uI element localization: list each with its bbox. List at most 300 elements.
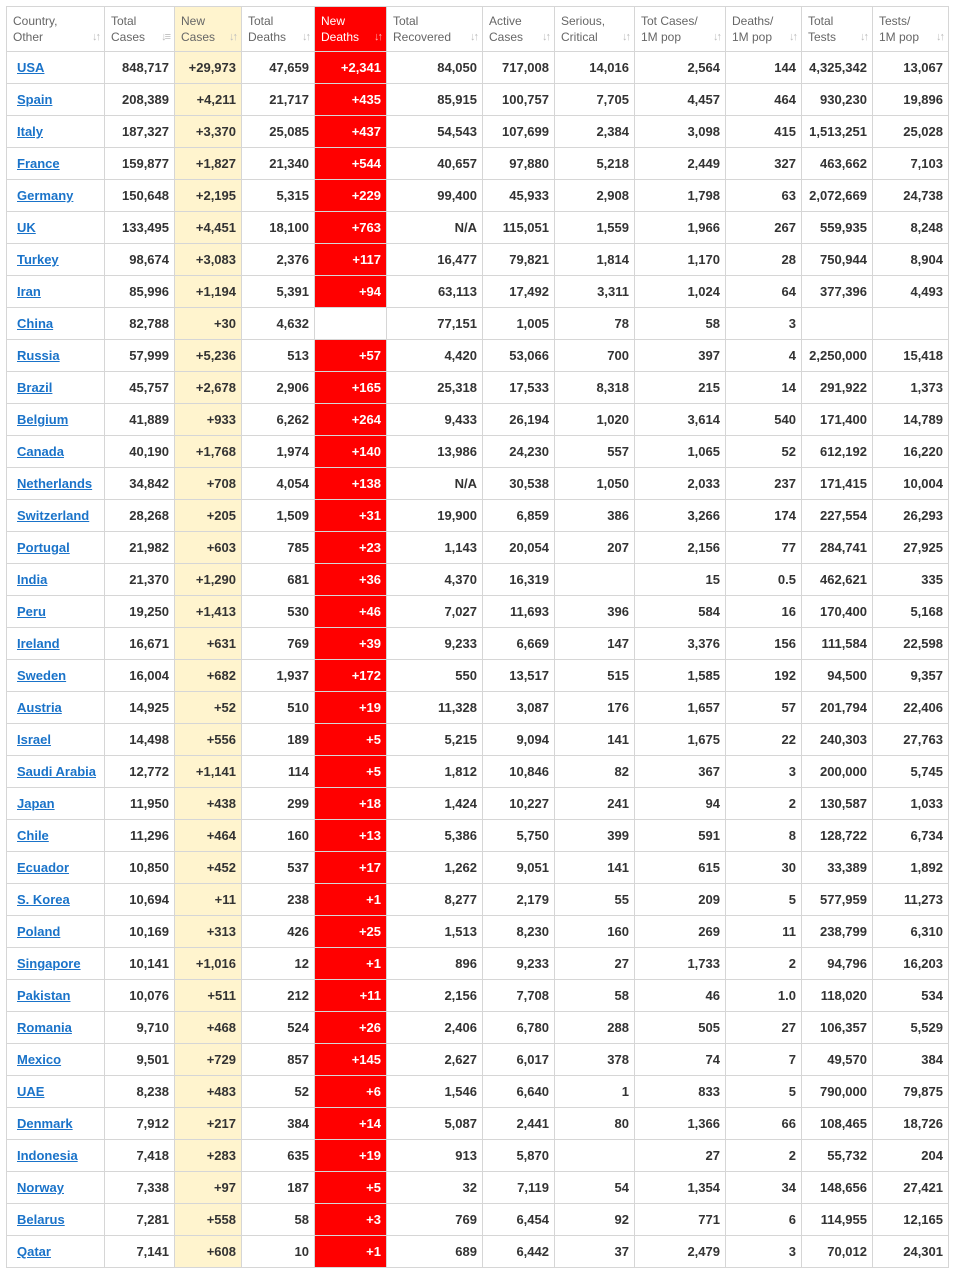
country-link[interactable]: Qatar	[17, 1244, 51, 1259]
cell-new-deaths: +18	[315, 788, 387, 820]
table-row	[7, 372, 949, 404]
table-row	[7, 308, 949, 340]
cell-tot-cases-1m: 2,033	[635, 468, 726, 500]
cell-total-tests: 170,400	[802, 596, 873, 628]
country-link[interactable]: Russia	[17, 348, 60, 363]
cell-total-deaths: 1,509	[242, 500, 315, 532]
cell-total-recovered: N/A	[387, 212, 483, 244]
country-link[interactable]: Singapore	[17, 956, 81, 971]
cell-total-tests: 49,570	[802, 1044, 873, 1076]
cell-new-deaths: +6	[315, 1076, 387, 1108]
table-row	[7, 1172, 949, 1204]
cell-total-tests: 128,722	[802, 820, 873, 852]
sort-both-icon[interactable]: ↓↑	[229, 31, 236, 43]
country-link[interactable]: Iran	[17, 284, 41, 299]
country-link[interactable]: Mexico	[17, 1052, 62, 1067]
column-header-total-cases[interactable]	[105, 7, 175, 52]
column-header-tests-1m[interactable]	[873, 7, 949, 52]
cell-new-deaths: +3	[315, 1204, 387, 1236]
cell-tests-1m: 8,904	[873, 244, 949, 276]
cell-country	[7, 404, 105, 436]
cell-tot-cases-1m: 2,156	[635, 532, 726, 564]
table-row	[7, 884, 949, 916]
cell-active-cases: 10,846	[483, 756, 555, 788]
cell-total-cases: 82,788	[105, 308, 175, 340]
cell-serious-critical	[555, 564, 635, 596]
cell-active-cases: 9,051	[483, 852, 555, 884]
cell-country	[7, 1044, 105, 1076]
cell-new-cases: +708	[175, 468, 242, 500]
cell-country	[7, 180, 105, 212]
cell-new-cases: +4,211	[175, 84, 242, 116]
cell-country	[7, 628, 105, 660]
sort-both-icon[interactable]: ↓↑	[860, 31, 867, 43]
country-link[interactable]: Netherlands	[17, 476, 93, 491]
country-link[interactable]: Austria	[17, 700, 62, 715]
cell-total-deaths: 769	[242, 628, 315, 660]
sort-both-icon[interactable]: ↓↑	[374, 31, 381, 43]
cell-serious-critical: 5,218	[555, 148, 635, 180]
cell-total-deaths: 4,054	[242, 468, 315, 500]
cell-new-deaths: +145	[315, 1044, 387, 1076]
cell-total-recovered: 689	[387, 1236, 483, 1268]
cell-serious-critical: 1	[555, 1076, 635, 1108]
cell-total-recovered: 2,156	[387, 980, 483, 1012]
cell-deaths-1m: 4	[726, 340, 802, 372]
cell-new-cases: +1,290	[175, 564, 242, 596]
cell-tot-cases-1m: 771	[635, 1204, 726, 1236]
cell-total-deaths: 537	[242, 852, 315, 884]
cell-country	[7, 212, 105, 244]
cell-deaths-1m: 5	[726, 1076, 802, 1108]
column-header-new-deaths[interactable]	[315, 7, 387, 52]
country-link[interactable]: Italy	[17, 124, 44, 139]
cell-active-cases: 30,538	[483, 468, 555, 500]
cell-total-tests: 148,656	[802, 1172, 873, 1204]
table-row	[7, 500, 949, 532]
cell-new-deaths: +165	[315, 372, 387, 404]
cell-total-recovered: 11,328	[387, 692, 483, 724]
country-link[interactable]: Germany	[17, 188, 74, 203]
column-header-total-recovered[interactable]	[387, 7, 483, 52]
cell-total-deaths: 21,340	[242, 148, 315, 180]
cell-active-cases: 8,230	[483, 916, 555, 948]
cell-deaths-1m: 144	[726, 52, 802, 84]
cell-tests-1m: 27,763	[873, 724, 949, 756]
cell-total-tests: 171,400	[802, 404, 873, 436]
cell-active-cases: 17,533	[483, 372, 555, 404]
cell-tests-1m	[873, 308, 949, 340]
table-row	[7, 596, 949, 628]
cell-total-deaths: 58	[242, 1204, 315, 1236]
cell-total-deaths: 299	[242, 788, 315, 820]
cell-new-deaths: +23	[315, 532, 387, 564]
country-link[interactable]: Denmark	[17, 1116, 73, 1131]
cell-new-cases: +558	[175, 1204, 242, 1236]
cell-new-deaths: +1	[315, 948, 387, 980]
cell-active-cases: 10,227	[483, 788, 555, 820]
table-row	[7, 532, 949, 564]
column-header-label: Tot Cases/	[641, 14, 698, 28]
cell-total-cases: 7,912	[105, 1108, 175, 1140]
cell-new-cases: +729	[175, 1044, 242, 1076]
cell-country	[7, 692, 105, 724]
cell-new-deaths: +13	[315, 820, 387, 852]
cell-serious-critical: 207	[555, 532, 635, 564]
column-header-tot-cases-1m[interactable]	[635, 7, 726, 52]
cell-total-tests: 2,072,669	[802, 180, 873, 212]
cell-total-deaths: 21,717	[242, 84, 315, 116]
covid-stats-table	[6, 6, 949, 1268]
sort-both-icon[interactable]: ↓↑	[713, 31, 720, 43]
table-row	[7, 724, 949, 756]
cell-total-cases: 98,674	[105, 244, 175, 276]
cell-tests-1m: 79,875	[873, 1076, 949, 1108]
cell-total-cases: 12,772	[105, 756, 175, 788]
header-row	[7, 7, 949, 52]
cell-country	[7, 948, 105, 980]
table-row	[7, 84, 949, 116]
cell-deaths-1m: 27	[726, 1012, 802, 1044]
cell-total-deaths: 187	[242, 1172, 315, 1204]
column-header-total-deaths[interactable]	[242, 7, 315, 52]
cell-tot-cases-1m: 1,354	[635, 1172, 726, 1204]
cell-total-recovered: N/A	[387, 468, 483, 500]
country-link[interactable]: China	[17, 316, 54, 331]
cell-deaths-1m: 64	[726, 276, 802, 308]
country-link[interactable]: Ecuador	[17, 860, 70, 875]
cell-active-cases: 107,699	[483, 116, 555, 148]
country-link[interactable]: Poland	[17, 924, 61, 939]
cell-serious-critical: 80	[555, 1108, 635, 1140]
cell-new-cases: +30	[175, 308, 242, 340]
country-link[interactable]: India	[17, 572, 48, 587]
cell-total-deaths: 114	[242, 756, 315, 788]
cell-deaths-1m: 464	[726, 84, 802, 116]
cell-tot-cases-1m: 1,798	[635, 180, 726, 212]
cell-new-deaths: +19	[315, 1140, 387, 1172]
cell-tot-cases-1m: 27	[635, 1140, 726, 1172]
cell-total-tests: 790,000	[802, 1076, 873, 1108]
table-row	[7, 116, 949, 148]
cell-serious-critical: 141	[555, 852, 635, 884]
cell-total-deaths: 857	[242, 1044, 315, 1076]
cell-total-cases: 11,950	[105, 788, 175, 820]
cell-tests-1m: 15,418	[873, 340, 949, 372]
sort-both-icon[interactable]: ↓↑	[789, 31, 796, 43]
country-link[interactable]: Japan	[17, 796, 55, 811]
cell-total-deaths: 10	[242, 1236, 315, 1268]
cell-total-tests: 55,732	[802, 1140, 873, 1172]
country-link[interactable]: Spain	[17, 92, 53, 107]
country-link[interactable]: Portugal	[17, 540, 70, 555]
column-header-label: Deaths/	[732, 14, 774, 28]
country-link[interactable]: Belgium	[17, 412, 69, 427]
cell-tot-cases-1m: 591	[635, 820, 726, 852]
cell-total-cases: 9,501	[105, 1044, 175, 1076]
country-link[interactable]: Romania	[17, 1020, 72, 1035]
cell-total-tests	[802, 308, 873, 340]
cell-tot-cases-1m: 1,585	[635, 660, 726, 692]
cell-total-recovered: 913	[387, 1140, 483, 1172]
cell-tot-cases-1m: 4,457	[635, 84, 726, 116]
cell-tot-cases-1m: 1,675	[635, 724, 726, 756]
cell-active-cases: 9,233	[483, 948, 555, 980]
cell-total-deaths: 5,315	[242, 180, 315, 212]
column-header-label: New	[181, 14, 206, 28]
cell-serious-critical: 700	[555, 340, 635, 372]
country-link[interactable]: Israel	[17, 732, 51, 747]
cell-country	[7, 500, 105, 532]
cell-total-deaths: 513	[242, 340, 315, 372]
cell-deaths-1m: 6	[726, 1204, 802, 1236]
country-link[interactable]: UK	[17, 220, 36, 235]
cell-total-recovered: 5,087	[387, 1108, 483, 1140]
column-header-label: Tests	[808, 30, 837, 44]
cell-active-cases: 1,005	[483, 308, 555, 340]
cell-country	[7, 116, 105, 148]
cell-tot-cases-1m: 1,024	[635, 276, 726, 308]
cell-country	[7, 1012, 105, 1044]
cell-total-tests: 200,000	[802, 756, 873, 788]
cell-total-cases: 150,648	[105, 180, 175, 212]
cell-deaths-1m: 8	[726, 820, 802, 852]
cell-country	[7, 596, 105, 628]
country-link[interactable]: Saudi Arabia	[17, 764, 96, 779]
cell-total-cases: 57,999	[105, 340, 175, 372]
cell-serious-critical: 1,050	[555, 468, 635, 500]
cell-serious-critical: 55	[555, 884, 635, 916]
country-link[interactable]: Indonesia	[17, 1148, 78, 1163]
cell-deaths-1m: 327	[726, 148, 802, 180]
cell-new-deaths: +229	[315, 180, 387, 212]
cell-tests-1m: 1,033	[873, 788, 949, 820]
country-link[interactable]: Turkey	[17, 252, 59, 267]
cell-tot-cases-1m: 2,449	[635, 148, 726, 180]
cell-deaths-1m: 34	[726, 1172, 802, 1204]
cell-new-cases: +1,827	[175, 148, 242, 180]
country-link[interactable]: Pakistan	[17, 988, 71, 1003]
country-link[interactable]: S. Korea	[17, 892, 70, 907]
cell-active-cases: 100,757	[483, 84, 555, 116]
cell-new-cases: +933	[175, 404, 242, 436]
cell-new-deaths	[315, 308, 387, 340]
cell-new-deaths: +17	[315, 852, 387, 884]
cell-total-recovered: 85,915	[387, 84, 483, 116]
cell-total-deaths: 12	[242, 948, 315, 980]
cell-new-cases: +97	[175, 1172, 242, 1204]
cell-new-deaths: +437	[315, 116, 387, 148]
cell-tot-cases-1m: 615	[635, 852, 726, 884]
cell-serious-critical: 78	[555, 308, 635, 340]
cell-deaths-1m: 174	[726, 500, 802, 532]
sort-both-icon[interactable]: ↓↑	[622, 31, 629, 43]
cell-total-deaths: 384	[242, 1108, 315, 1140]
cell-total-tests: 130,587	[802, 788, 873, 820]
cell-serious-critical: 160	[555, 916, 635, 948]
cell-total-cases: 10,141	[105, 948, 175, 980]
table-body	[7, 52, 949, 1268]
country-link[interactable]: Ireland	[17, 636, 60, 651]
table-row	[7, 468, 949, 500]
table-row	[7, 948, 949, 980]
cell-serious-critical: 2,384	[555, 116, 635, 148]
table-row	[7, 1204, 949, 1236]
cell-serious-critical: 2,908	[555, 180, 635, 212]
sort-both-icon[interactable]: ↓↑	[92, 31, 99, 43]
table-row	[7, 1108, 949, 1140]
cell-total-tests: 33,389	[802, 852, 873, 884]
cell-tot-cases-1m: 1,657	[635, 692, 726, 724]
cell-total-recovered: 2,406	[387, 1012, 483, 1044]
cell-total-deaths: 1,937	[242, 660, 315, 692]
country-link[interactable]: Sweden	[17, 668, 67, 683]
cell-active-cases: 717,008	[483, 52, 555, 84]
country-link[interactable]: Belarus	[17, 1212, 65, 1227]
table-row	[7, 660, 949, 692]
cell-active-cases: 11,693	[483, 596, 555, 628]
cell-total-recovered: 5,386	[387, 820, 483, 852]
column-header-label: Active	[489, 14, 522, 28]
cell-active-cases: 2,179	[483, 884, 555, 916]
cell-tests-1m: 13,067	[873, 52, 949, 84]
cell-deaths-1m: 7	[726, 1044, 802, 1076]
cell-active-cases: 17,492	[483, 276, 555, 308]
cell-deaths-1m: 267	[726, 212, 802, 244]
cell-serious-critical: 396	[555, 596, 635, 628]
cell-tot-cases-1m: 505	[635, 1012, 726, 1044]
cell-tot-cases-1m: 584	[635, 596, 726, 628]
cell-deaths-1m: 237	[726, 468, 802, 500]
cell-new-cases: +3,083	[175, 244, 242, 276]
cell-active-cases: 9,094	[483, 724, 555, 756]
cell-new-cases: +52	[175, 692, 242, 724]
country-link[interactable]: Switzerland	[17, 508, 90, 523]
cell-total-tests: 2,250,000	[802, 340, 873, 372]
cell-active-cases: 6,640	[483, 1076, 555, 1108]
cell-total-tests: 4,325,342	[802, 52, 873, 84]
country-link[interactable]: Norway	[17, 1180, 64, 1195]
cell-new-deaths: +138	[315, 468, 387, 500]
cell-new-cases: +603	[175, 532, 242, 564]
cell-total-deaths: 426	[242, 916, 315, 948]
cell-tot-cases-1m: 269	[635, 916, 726, 948]
country-link[interactable]: UAE	[17, 1084, 45, 1099]
sort-both-icon[interactable]: ↓↑	[542, 31, 549, 43]
cell-total-recovered: 896	[387, 948, 483, 980]
cell-new-cases: +483	[175, 1076, 242, 1108]
table-row	[7, 564, 949, 596]
column-header-label: 1M pop	[879, 30, 920, 44]
cell-total-tests: 930,230	[802, 84, 873, 116]
country-link[interactable]: USA	[17, 60, 45, 75]
country-link[interactable]: France	[17, 156, 60, 171]
column-header-country[interactable]	[7, 7, 105, 52]
cell-tests-1m: 1,373	[873, 372, 949, 404]
cell-tests-1m: 5,529	[873, 1012, 949, 1044]
cell-tot-cases-1m: 833	[635, 1076, 726, 1108]
column-header-label: Cases	[111, 30, 146, 44]
cell-serious-critical: 399	[555, 820, 635, 852]
cell-total-recovered: 5,215	[387, 724, 483, 756]
cell-deaths-1m: 63	[726, 180, 802, 212]
cell-total-cases: 9,710	[105, 1012, 175, 1044]
cell-deaths-1m: 11	[726, 916, 802, 948]
cell-active-cases: 6,017	[483, 1044, 555, 1076]
column-header-label: Serious,	[561, 14, 606, 28]
sort-both-icon[interactable]: ↓↑	[936, 31, 943, 43]
cell-new-deaths: +11	[315, 980, 387, 1012]
column-header-total-tests[interactable]	[802, 7, 873, 52]
cell-total-recovered: 1,262	[387, 852, 483, 884]
cell-tests-1m: 24,738	[873, 180, 949, 212]
cell-country	[7, 84, 105, 116]
cell-country	[7, 468, 105, 500]
cell-new-deaths: +25	[315, 916, 387, 948]
cell-total-cases: 85,996	[105, 276, 175, 308]
column-header-label: Total	[248, 14, 274, 28]
cell-total-recovered: 19,900	[387, 500, 483, 532]
cell-total-tests: 114,955	[802, 1204, 873, 1236]
sort-both-icon[interactable]: ↓↑	[470, 31, 477, 43]
column-header-new-cases[interactable]	[175, 7, 242, 52]
cell-deaths-1m: 16	[726, 596, 802, 628]
cell-total-deaths: 1,974	[242, 436, 315, 468]
column-header-serious-critical[interactable]	[555, 7, 635, 52]
cell-country	[7, 532, 105, 564]
cell-tests-1m: 11,273	[873, 884, 949, 916]
column-header-active-cases[interactable]	[483, 7, 555, 52]
cell-country	[7, 276, 105, 308]
cell-new-deaths: +26	[315, 1012, 387, 1044]
cell-total-cases: 16,004	[105, 660, 175, 692]
cell-tests-1m: 534	[873, 980, 949, 1012]
cell-total-cases: 16,671	[105, 628, 175, 660]
cell-total-deaths: 160	[242, 820, 315, 852]
cell-total-deaths: 785	[242, 532, 315, 564]
cell-total-recovered: 25,318	[387, 372, 483, 404]
cell-tests-1m: 8,248	[873, 212, 949, 244]
cell-total-recovered: 99,400	[387, 180, 483, 212]
cell-deaths-1m: 3	[726, 756, 802, 788]
cell-active-cases: 16,319	[483, 564, 555, 596]
sort-desc-icon[interactable]: ↓≡	[161, 31, 169, 43]
cell-country	[7, 820, 105, 852]
country-link[interactable]: Peru	[17, 604, 46, 619]
cell-total-cases: 19,250	[105, 596, 175, 628]
cell-total-cases: 41,889	[105, 404, 175, 436]
cell-total-cases: 10,850	[105, 852, 175, 884]
cell-tot-cases-1m: 3,266	[635, 500, 726, 532]
column-header-label: Tests/	[879, 14, 911, 28]
cell-serious-critical: 1,020	[555, 404, 635, 436]
cell-total-recovered: 1,424	[387, 788, 483, 820]
column-header-deaths-1m[interactable]	[726, 7, 802, 52]
cell-tests-1m: 4,493	[873, 276, 949, 308]
cell-total-cases: 133,495	[105, 212, 175, 244]
cell-active-cases: 5,870	[483, 1140, 555, 1172]
cell-new-cases: +511	[175, 980, 242, 1012]
cell-tests-1m: 16,220	[873, 436, 949, 468]
sort-both-icon[interactable]: ↓↑	[302, 31, 309, 43]
cell-new-deaths: +46	[315, 596, 387, 628]
cell-new-cases: +438	[175, 788, 242, 820]
country-link[interactable]: Canada	[17, 444, 64, 459]
table-row	[7, 852, 949, 884]
country-link[interactable]: Chile	[17, 828, 49, 843]
cell-total-tests: 240,303	[802, 724, 873, 756]
country-link[interactable]: Brazil	[17, 380, 53, 395]
